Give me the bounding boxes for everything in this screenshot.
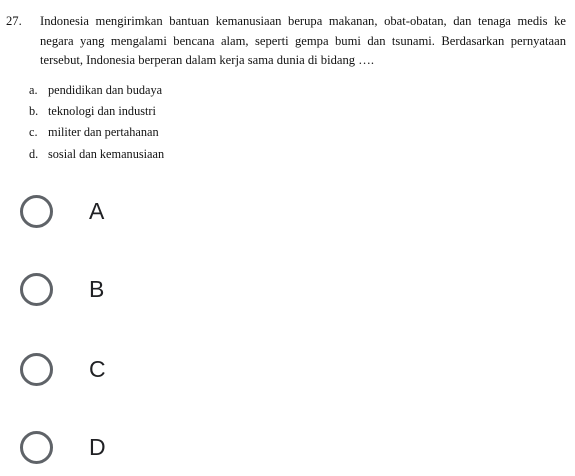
- option-letter: d.: [29, 146, 39, 161]
- option-text: sosial dan kemanusiaan: [48, 146, 165, 161]
- radio-button-icon[interactable]: [20, 431, 53, 464]
- option-c: [29, 122, 164, 143]
- option-letter: a.: [29, 83, 38, 97]
- radio-button-icon[interactable]: [20, 353, 53, 386]
- question-stem: [6, 12, 566, 71]
- option-text: teknologi dan industri: [48, 104, 156, 119]
- answer-choice-c[interactable]: [20, 347, 130, 391]
- option-letter: c.: [29, 125, 38, 140]
- radio-button-icon[interactable]: [20, 273, 53, 306]
- answer-label-a: A: [89, 197, 105, 224]
- answer-label-d: D: [89, 433, 106, 460]
- option-letter: b.: [29, 104, 39, 119]
- question-text: Indonesia mengirimkan bantuan kemanusiaan berupa makanan, obat-obatan, dan tenaga medis ke negara yang mengalami bencana alam, seperti gempa bumi dan tsunami. Berdasarkan pernyataan tersebut, Indonesia berperan dalam kerja sama dunia di bidang ….: [40, 14, 566, 67]
- answer-choice-d[interactable]: [20, 425, 130, 469]
- question-options: [29, 80, 164, 165]
- answer-choice-b[interactable]: [20, 267, 130, 311]
- radio-button-icon[interactable]: [20, 195, 53, 228]
- option-a: [29, 80, 164, 101]
- option-text: pendidikan dan budaya: [48, 83, 163, 97]
- option-text: militer dan pertahanan: [48, 125, 159, 140]
- question-number: 27.: [6, 14, 22, 28]
- answer-label-b: B: [89, 275, 105, 302]
- option-b: [29, 101, 164, 122]
- question-block: [6, 12, 566, 71]
- answer-choice-a[interactable]: [20, 189, 130, 233]
- option-d: [29, 144, 164, 165]
- answer-label-c: C: [89, 355, 106, 382]
